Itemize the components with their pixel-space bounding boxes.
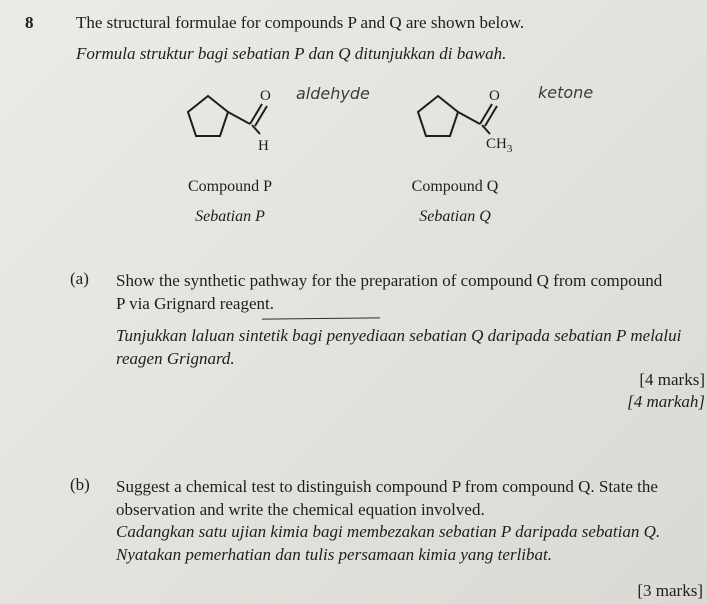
compound-q-label-ms: Sebatian Q [419, 208, 491, 225]
cyclopentane-ring-p [188, 96, 228, 136]
atom-ch3-q: $CH_3$ [486, 136, 513, 155]
part-b-text-en: Suggest a chemical test to distinguish compound P from compound Q. State the observation and write the chemical equation involved. [116, 477, 658, 519]
part-b-text-ms: Cadangkan satu ujian kimia bagi membezakan sebatian P daripada sebatian Q. Nyatakan pemerhatian dan tulis persamaan kimia yang terlibat. [116, 522, 661, 564]
ring-to-carbon-bond-q [458, 112, 480, 124]
carbon-to-methyl-bond-q [482, 125, 490, 134]
question-number: 8 [25, 13, 34, 32]
part-a-marks-en: [4 marks] [639, 370, 705, 389]
handwritten-note-p: aldehyde [296, 84, 370, 103]
part-a-label: (a) [70, 269, 89, 288]
compound-p-label-ms: Sebatian P [195, 208, 265, 225]
carbon-to-h-bond-p [252, 125, 260, 134]
question-intro-ms: Formula struktur bagi sebatian P dan Q ditunjukkan di bawah. [76, 44, 507, 63]
handwritten-note-q: ketone [538, 83, 594, 102]
part-a-marks-ms: [4 markah] [627, 392, 705, 411]
part-b-label: (b) [70, 475, 90, 494]
question-intro-en: The structural formulae for compounds P and Q are shown below. [76, 13, 525, 32]
compound-p-structure [180, 78, 380, 158]
ring-to-carbon-bond-p [228, 112, 250, 124]
part-a-text-ms: Tunjukkan laluan sintetik bagi penyediaan sebatian Q daripada sebatian P melalui reagen Grignard. [116, 326, 682, 368]
carbonyl-double-bond-q-2 [485, 106, 497, 126]
atom-o-p: O [260, 88, 271, 104]
atom-o-q: O [489, 88, 500, 104]
part-a-text-en: Show the synthetic pathway for the preparation of compound Q from compound P via Grignard reagent. [116, 271, 663, 313]
compound-q-structure [410, 80, 620, 160]
part-b-marks-en: [3 marks] [637, 581, 703, 600]
cyclopentane-ring-q [418, 96, 458, 136]
pen-underline [262, 317, 380, 319]
atom-h-p: H [258, 138, 269, 154]
compound-p-label: Compound P [187, 178, 272, 195]
carbonyl-double-bond-p-1 [250, 104, 262, 124]
carbonyl-double-bond-p-2 [255, 106, 267, 126]
compound-q-label: Compound Q [411, 178, 499, 195]
carbonyl-double-bond-q-1 [480, 104, 492, 124]
